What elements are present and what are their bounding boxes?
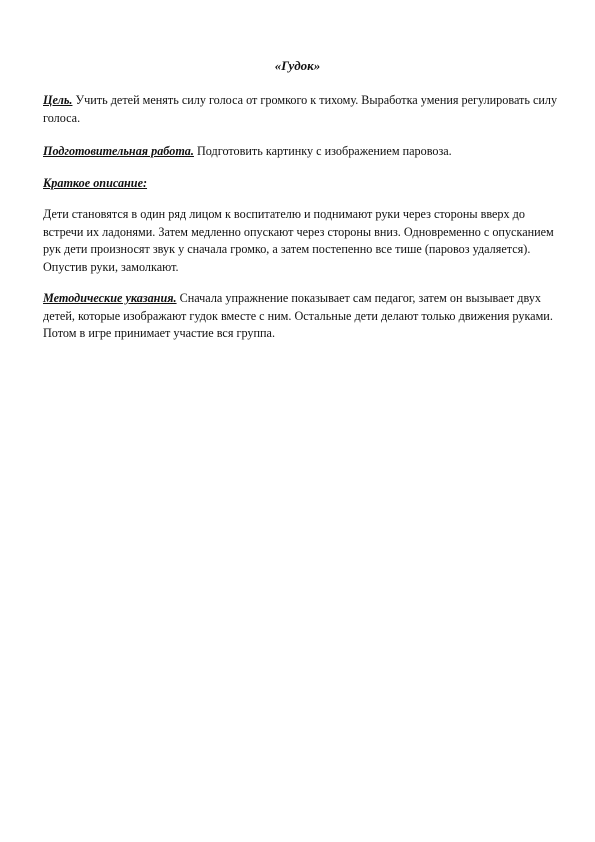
description-text: Дети становятся в один ряд лицом к воспитателю и поднимают руки через стороны вверх до встречи их ладонями. Затем медленно опускают через стороны вниз. Одновременно с опусканием рук дети произносят звук у сначала громко, а затем постепенно все тише (паровоз удаляется). Опустив руки, замолкают. (43, 207, 554, 274)
goal-text: Учить детей менять силу голоса от громкого к тихому. Выработка умения регулировать силу голоса. (43, 93, 558, 125)
page-title: «Гудок» (274, 58, 321, 73)
preparation-paragraph (43, 143, 563, 161)
methodical-label: Методические указания. (43, 291, 177, 305)
description-heading (43, 175, 563, 193)
methodical-paragraph (43, 290, 563, 343)
methodical-text: Сначала упражнение показывает сам педагог, затем он вызывает двух детей, которые изображают гудок вместе с ним. Остальные дети делают только движения руками. Потом в игре принимает участие вся группа. (43, 291, 553, 340)
description-paragraph (43, 206, 563, 276)
preparation-label: Подготовительная работа. (43, 144, 194, 158)
goal-label: Цель. (43, 93, 73, 107)
preparation-text: Подготовить картинку с изображением паровоза. (193, 144, 452, 158)
description-label: Краткое описание: (43, 176, 148, 190)
goal-paragraph (43, 92, 563, 127)
